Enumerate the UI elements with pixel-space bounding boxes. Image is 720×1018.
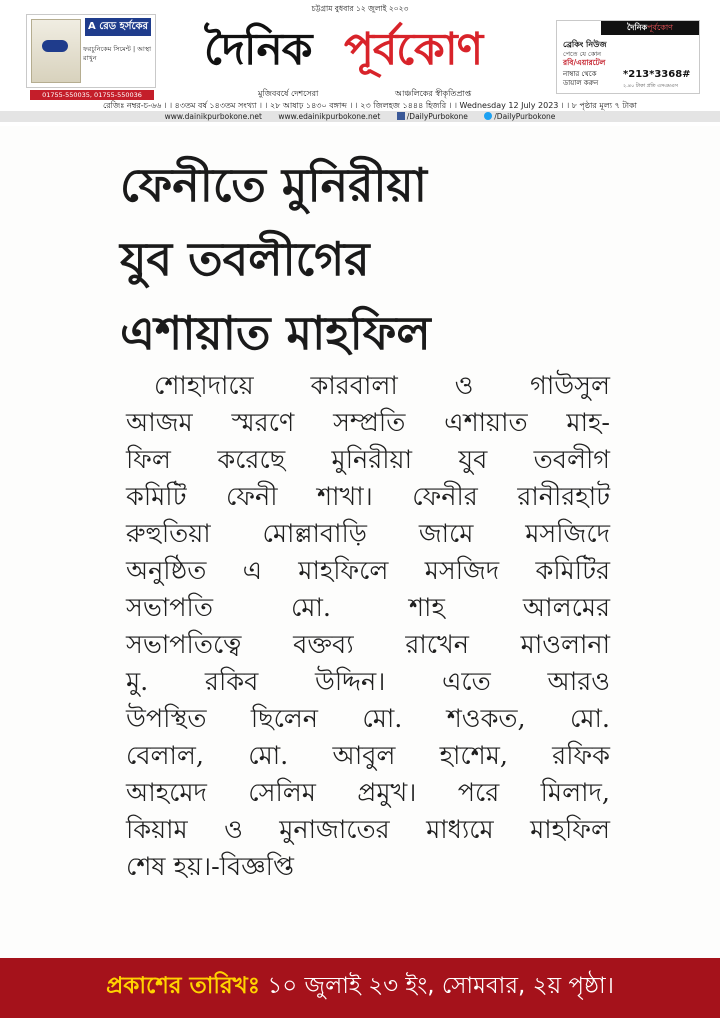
facebook-icon: [397, 112, 405, 120]
twitter-icon: [484, 112, 492, 120]
logo-word-purbokone: পূর্বকোণ: [344, 24, 483, 75]
headline-line: এশায়াত মাহফিল: [120, 306, 431, 360]
publication-date-text: [0, 958, 720, 1018]
ad-line: রবি/এয়ারটেল: [563, 58, 606, 67]
ad-line: নাম্বার থেকে: [563, 70, 597, 78]
article-body: [126, 368, 610, 886]
headline-line: ফেনীতে মুনিরীয়া: [120, 158, 427, 212]
website-link[interactable]: www.dainikpurbokone.net: [164, 112, 262, 121]
body-line: আহমেদ সেলিম প্রমুখ। পরে মিলাদ,: [126, 778, 610, 808]
newspaper-logo: [198, 14, 528, 76]
cement-advertisement: [26, 14, 156, 88]
article-headline: [120, 148, 600, 370]
body-line: সভাপতিত্বে বক্তব্য রাখেন মাওলানা: [126, 630, 610, 660]
body-line: সভাপতি মো. শাহ আলমের: [126, 593, 610, 623]
ad-dial-code: *213*3368#: [623, 69, 691, 80]
body-line: কিয়াম ও মুনাজাতের মাধ্যমে মাহফিল: [126, 815, 610, 845]
ad-line: ডায়াল করুন: [563, 79, 599, 87]
publication-date-label: প্রকাশের তারিখঃ: [106, 973, 261, 999]
ad-line: পেতে যে কোন: [563, 50, 602, 58]
body-line: শোহাদায়ে কারবালা ও গাউসুল: [154, 371, 610, 401]
web-links-bar: [0, 111, 720, 122]
body-line: অনুষ্ঠিত এ মাহফিলে মসজিদ কমিটির: [126, 556, 610, 586]
twitter-link[interactable]: /DailyPurbokone: [484, 112, 555, 121]
ad-product-label: ফরচুনিকেম সিমেন্ট | আস্থা রাখুন: [83, 45, 151, 62]
e-paper-link[interactable]: www.edainikpurbokone.net: [278, 112, 381, 121]
ad-note: ২.৪০ টাকা প্রতি এসএমএস: [623, 83, 678, 89]
issue-info-line: রেজিঃ নম্বর-চ-৬৬ । । ৪৩তম বর্ষ ১৪৩তম সংখ্যা । । ২৮ আষাঢ় ১৪৩০ বঙ্গাব্দ । । ২৩ জিলহজ ১৪৪৪ হিজরি । । Wednesday 12 July 2023 । । ৮ পৃষ্ঠার মূল্য ৭ টাকা: [103, 101, 637, 110]
logo-word-dainik: দৈনিক: [204, 24, 312, 75]
publication-date-value: ১০ জুলাই ২৩ ইং, সোমবার, ২য় পৃষ্ঠা।: [267, 973, 614, 999]
ad-phone-numbers: 01755-550035, 01755-550036: [30, 90, 154, 100]
body-line: বেলাল, মো. আবুল হাশেম, রফিক: [126, 741, 610, 771]
tagline-left: মুজিববর্ষে দেশসেরা: [258, 89, 319, 98]
headline-line: যুব তবলীগের: [120, 232, 370, 286]
newspaper-masthead: [0, 0, 720, 126]
body-line: কমিটি ফেনী শাখা। ফেনীর রানীরহাট: [126, 482, 610, 512]
publication-date-bar: [0, 958, 720, 1018]
ad-header: দৈনিকপূর্বকোণ: [601, 21, 699, 35]
body-line: মু. রকিব উদ্দিন। এতে আরও: [126, 667, 610, 697]
body-line: উপস্থিত ছিলেন মো. শওকত, মো.: [126, 704, 610, 734]
ad-brand-label: A রেড হর্সকের: [85, 18, 151, 36]
top-date: চট্টগ্রাম বুধবার ১২ জুলাই ২০২৩: [311, 4, 409, 13]
body-line: শেষ হয়।-বিজ্ঞপ্তি: [126, 852, 294, 882]
ad-line: ব্রেকিং নিউজ: [563, 40, 607, 49]
tagline-right: আঞ্চলিকের স্বীকৃতিপ্রাপ্ত: [395, 89, 472, 98]
body-line: ফিল করেছে মুনিরীয়া যুব তবলীগ: [126, 445, 610, 475]
body-line: রুহুতিয়া মোল্লাবাড়ি জামে মসজিদে: [126, 519, 610, 549]
cement-bag-image: [31, 19, 81, 83]
breaking-news-advertisement: [556, 20, 700, 94]
body-line: আজম স্মরণে সম্প্রতি এশায়াত মাহ-: [126, 408, 610, 438]
facebook-link[interactable]: /DailyPurbokone: [397, 112, 468, 121]
